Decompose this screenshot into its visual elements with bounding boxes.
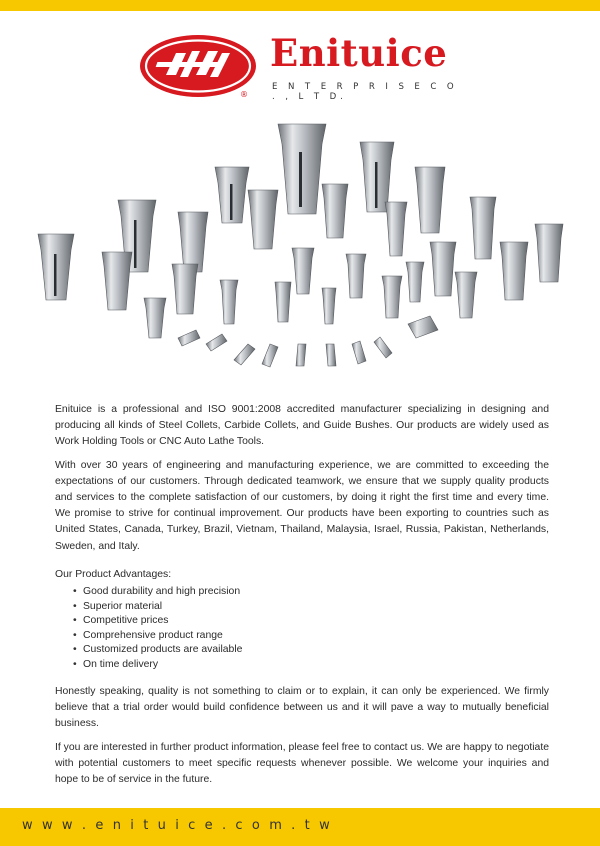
- list-item: • Comprehensive product range: [73, 629, 549, 644]
- advantages-list: [55, 585, 549, 672]
- body-text: [55, 402, 549, 788]
- list-item: • Superior material: [73, 600, 549, 615]
- advantages-title: Our Product Advantages:: [55, 568, 172, 580]
- collets-product-photo: [30, 112, 570, 392]
- top-yellow-bar: [0, 0, 600, 11]
- intro-paragraph-1: Enituice is a professional and ISO 9001:2008 accredited manufacturer specializing in designing and producing all kinds of Steel Collets, Carbide Collets, and Guide Bushes. Our products are widely used as Work Holding Tools or CNC Auto Lathe Tools.: [55, 404, 549, 448]
- company-logo: [138, 33, 463, 103]
- list-item: • On time delivery: [73, 658, 549, 673]
- brand-subtitle: E N T E R P R I S E C O . , L T D.: [272, 82, 458, 102]
- closing-paragraph-2: If you are interested in further product information, please feel free to contact us. We are happy to negotiate with potential customers to meet specific requests whenever possible. We welcome your inquiries and hope to be of service in the future.: [55, 741, 549, 786]
- website-link[interactable]: w w w . e n i t u i c e . c o m . t w: [22, 818, 333, 833]
- registered-mark: ®: [240, 90, 248, 99]
- closing-paragraph-1: Honestly speaking, quality is not something to claim or to explain, it can only be experienced. We firmly believe that a trial order would build confidence between us and it will pave a way to mutually beneficial business.: [55, 686, 549, 730]
- list-item: • Good durability and high precision: [73, 585, 549, 600]
- list-item: • Customized products are available: [73, 643, 549, 658]
- brand-name: Enituice: [270, 31, 448, 75]
- list-item: • Competitive prices: [73, 614, 549, 629]
- intro-paragraph-2: With over 30 years of engineering and manufacturing experience, we are committed to exceeding the expectations of our customers. Through dedicated teamwork, we ensure that we supply quality products and services to the complete satisfaction of our customers, by doing it right the first time and every time. We promise to strive for continual improvement. Our products have been exporting to countries such as United States, Canada, Turkey, Brazil, Vietnam, Thailand, Malaysia, Israel, Russia, Pakistan, Netherlands, Sweden, and Italy.: [55, 459, 549, 552]
